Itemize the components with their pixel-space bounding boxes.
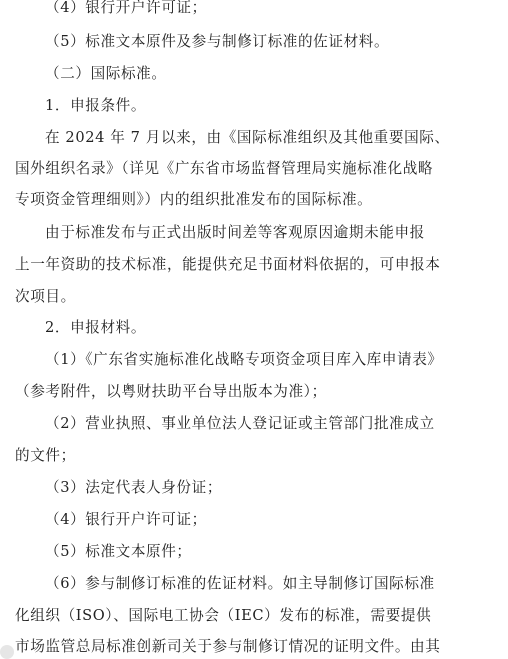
text-line: （5）标准文本原件； [45, 543, 192, 560]
text-line: （1）《广东省实施标准化战略专项资金项目库入库申请表》 [45, 351, 443, 368]
subsection-heading: 1．申报条件。 [45, 97, 147, 114]
section-heading: （二）国际标准。 [45, 65, 167, 82]
watermark-icon [0, 645, 14, 659]
text-line: （4）银行开户许可证； [45, 0, 207, 16]
text-line: 化组织（ISO）、国际电工协会（IEC）发布的标准，需要提供 [15, 607, 432, 624]
text-line: 在 2024 年 7 月以来，由《国际标准组织及其他重要国际、 [45, 129, 450, 146]
text-line: （6）参与制修订标准的佐证材料。如主导制修订国际标准 [45, 575, 435, 592]
text-line: （参考附件，以粤财扶助平台导出版本为准）； [15, 383, 327, 400]
text-line: （4）银行开户许可证； [45, 511, 207, 528]
text-line: 国外组织名录》（详见《广东省市场监督管理局实施标准化战略 [15, 160, 434, 177]
text-line: （2）营业执照、事业单位法人登记证或主管部门批准成立 [45, 415, 435, 432]
text-line: 专项资金管理细则》）内的组织批准发布的国际标准。 [15, 191, 373, 208]
text-line: （3）法定代表人身份证； [45, 479, 223, 496]
text-line: （5）标准文本原件及参与制修订标准的佐证材料。 [45, 33, 390, 50]
text-line: 的文件； [15, 447, 76, 464]
text-line: 由于标准发布与正式出版时间差等客观原因逾期未能申报 [45, 224, 425, 241]
text-line: 次项目。 [15, 288, 76, 305]
text-line: 市场监管总局标准创新司关于参与制修订情况的证明文件。由其 [15, 638, 441, 655]
text-line: 上一年资助的技术标准，能提供充足书面材料依据的，可申报本 [15, 256, 441, 273]
subsection-heading: 2．申报材料。 [45, 319, 147, 336]
